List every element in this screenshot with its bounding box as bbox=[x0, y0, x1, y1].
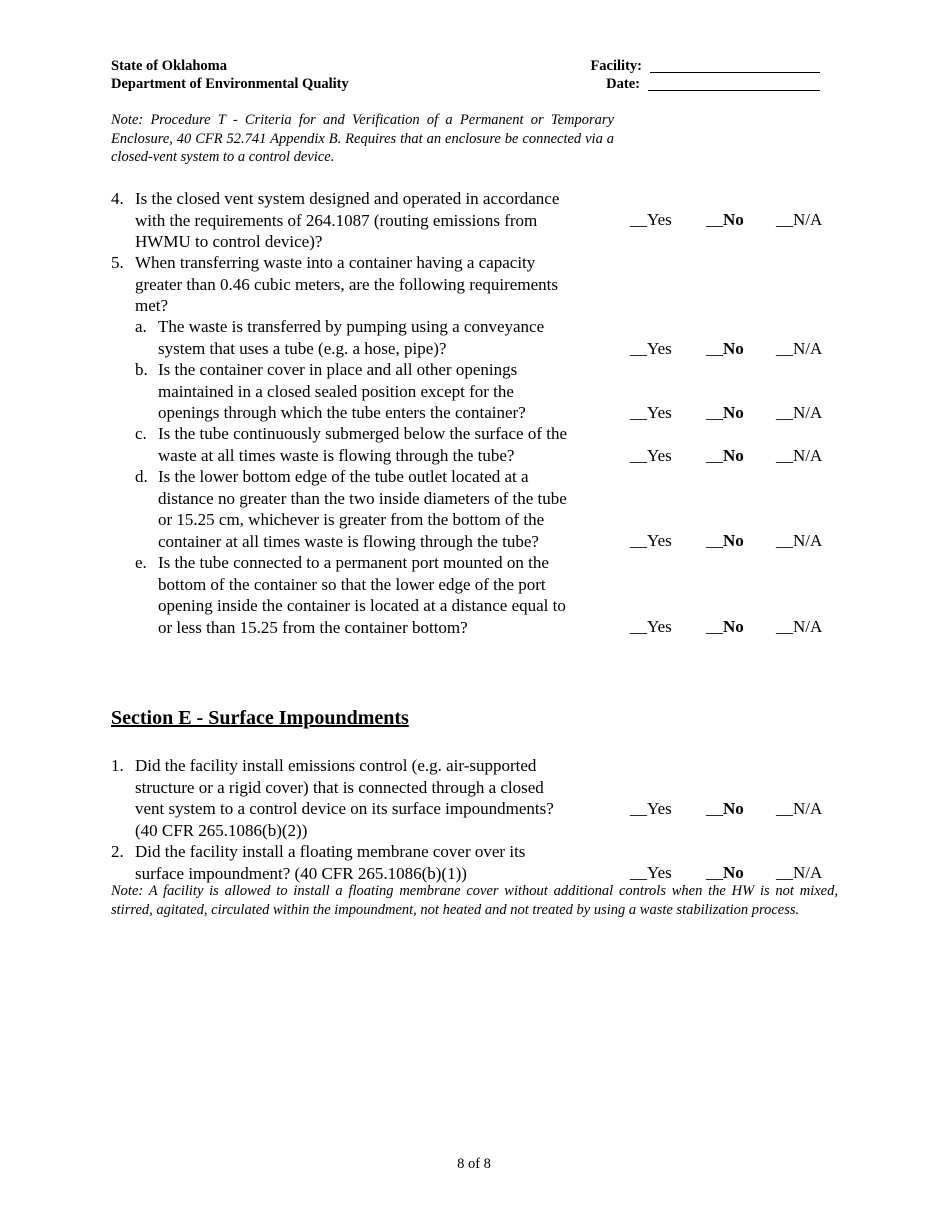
yes-option[interactable]: __Yes bbox=[630, 210, 672, 229]
question-line: container at all times waste is flowing through the tube? bbox=[158, 531, 539, 551]
yes-option[interactable]: __Yes bbox=[630, 617, 672, 636]
question-number: 4. bbox=[111, 189, 124, 208]
na-option[interactable]: __N/A bbox=[776, 210, 823, 229]
no-label: No bbox=[723, 339, 744, 358]
no-label: No bbox=[723, 863, 744, 882]
yes-option[interactable]: __Yes bbox=[630, 446, 672, 465]
question-number: a. bbox=[135, 317, 147, 336]
question-line: met? bbox=[135, 296, 169, 315]
no-option[interactable] bbox=[706, 402, 744, 424]
facility-field[interactable] bbox=[650, 60, 820, 73]
question-5e bbox=[135, 552, 615, 638]
question-number: 5. bbox=[111, 253, 124, 272]
na-option[interactable]: __N/A bbox=[776, 403, 823, 422]
na-option[interactable]: __N/A bbox=[776, 617, 823, 636]
question-line: bottom of the container so that the lower edge of the port bbox=[158, 574, 546, 594]
section-e-title: Section E - Surface Impoundments bbox=[111, 707, 409, 729]
question-line: (40 CFR 265.1086(b)(2)) bbox=[135, 820, 308, 840]
no-label: No bbox=[723, 799, 744, 818]
note-floating-membrane: Note: A facility is allowed to install a floating membrane cover without additional controls when the HW is not mixed, stirred, agitated, circulated within the impoundment, not heated and not treated by using a waste stabilization process. bbox=[111, 883, 838, 918]
question-5a bbox=[135, 316, 615, 359]
no-prefix: __ bbox=[706, 799, 723, 818]
no-label: No bbox=[723, 210, 744, 229]
question-line: greater than 0.46 cubic meters, are the following requirements bbox=[135, 274, 558, 294]
no-prefix: __ bbox=[706, 446, 723, 465]
question-number: d. bbox=[135, 467, 148, 486]
question-line: The waste is transferred by pumping using a conveyance bbox=[158, 317, 545, 336]
na-option[interactable]: __N/A bbox=[776, 446, 823, 465]
no-prefix: __ bbox=[706, 531, 723, 550]
na-option[interactable]: __N/A bbox=[776, 799, 823, 818]
question-line: Is the container cover in place and all other openings bbox=[158, 360, 518, 379]
no-label: No bbox=[723, 531, 744, 550]
question-5c bbox=[135, 423, 615, 466]
question-e2 bbox=[111, 841, 611, 884]
yes-option[interactable]: __Yes bbox=[630, 531, 672, 550]
question-number: c. bbox=[135, 424, 147, 443]
question-number: 1. bbox=[111, 756, 124, 775]
facility-label: Facility: bbox=[590, 58, 642, 74]
question-line: system that uses a tube (e.g. a hose, pipe)? bbox=[158, 338, 447, 358]
no-prefix: __ bbox=[706, 210, 723, 229]
question-number: 2. bbox=[111, 842, 124, 861]
question-line: or less than 15.25 from the container bottom? bbox=[158, 617, 468, 637]
date-field[interactable] bbox=[648, 78, 820, 91]
question-e1 bbox=[111, 755, 611, 841]
no-prefix: __ bbox=[706, 339, 723, 358]
no-option[interactable] bbox=[706, 445, 744, 467]
page-number: 8 of 8 bbox=[457, 1156, 491, 1172]
date-row bbox=[560, 75, 820, 93]
yes-option[interactable]: __Yes bbox=[630, 863, 672, 882]
question-5 bbox=[111, 252, 611, 317]
question-line: Did the facility install a floating membrane cover over its bbox=[135, 842, 526, 861]
no-prefix: __ bbox=[706, 617, 723, 636]
question-4 bbox=[111, 188, 611, 253]
na-option[interactable]: __N/A bbox=[776, 863, 823, 882]
question-line: opening inside the container is located at a distance equal to bbox=[158, 596, 566, 615]
na-option[interactable]: __N/A bbox=[776, 531, 823, 550]
date-label: Date: bbox=[606, 76, 640, 92]
na-option[interactable]: __N/A bbox=[776, 339, 823, 358]
no-label: No bbox=[723, 617, 744, 636]
facility-row bbox=[560, 57, 820, 75]
question-5d bbox=[135, 466, 615, 552]
question-line: or 15.25 cm, whichever is greater from the bottom of the bbox=[158, 510, 545, 529]
no-option[interactable] bbox=[706, 798, 744, 820]
agency-department: Department of Environmental Quality bbox=[111, 76, 349, 92]
question-line: openings through which the tube enters the container? bbox=[158, 403, 526, 422]
question-line: Is the lower bottom edge of the tube outlet located at a bbox=[158, 467, 529, 486]
facility-date-block bbox=[560, 57, 820, 93]
question-line: Is the closed vent system designed and operated in accordance bbox=[135, 189, 560, 208]
agency-state: State of Oklahoma bbox=[111, 58, 227, 74]
question-line: distance no greater than the two inside diameters of the tube bbox=[158, 488, 567, 508]
no-option[interactable] bbox=[706, 338, 744, 360]
question-line: maintained in a closed sealed position except for the bbox=[158, 381, 514, 401]
agency-header bbox=[111, 57, 349, 93]
no-option[interactable] bbox=[706, 616, 744, 638]
no-option[interactable] bbox=[706, 862, 744, 884]
question-number: b. bbox=[135, 360, 148, 379]
question-line: Is the tube continuously submerged below the surface of the bbox=[158, 424, 567, 443]
yes-option[interactable]: __Yes bbox=[630, 403, 672, 422]
question-5b bbox=[135, 359, 615, 424]
question-line: surface impoundment? (40 CFR 265.1086(b)(1)) bbox=[135, 863, 467, 883]
yes-option[interactable]: __Yes bbox=[630, 799, 672, 818]
question-line: Did the facility install emissions control (e.g. air-supported bbox=[135, 756, 537, 775]
no-label: No bbox=[723, 446, 744, 465]
question-line: Is the tube connected to a permanent port mounted on the bbox=[158, 553, 549, 572]
question-line: vent system to a control device on its surface impoundments? bbox=[135, 799, 554, 818]
question-line: with the requirements of 264.1087 (routing emissions from bbox=[135, 210, 538, 230]
question-line: When transferring waste into a container having a capacity bbox=[135, 253, 536, 272]
question-number: e. bbox=[135, 553, 147, 572]
no-option[interactable] bbox=[706, 209, 744, 231]
note-procedure-t: Note: Procedure T - Criteria for and Verification of a Permanent or Temporary Enclosure, 40 CFR 52.741 Appendix B. Requires that an enclosure be connected via a closed-vent system to a control device. bbox=[111, 112, 614, 165]
no-option[interactable] bbox=[706, 530, 744, 552]
no-prefix: __ bbox=[706, 403, 723, 422]
question-line: HWMU to control device)? bbox=[135, 232, 323, 251]
question-line: structure or a rigid cover) that is connected through a closed bbox=[135, 777, 544, 797]
no-prefix: __ bbox=[706, 863, 723, 882]
no-label: No bbox=[723, 403, 744, 422]
yes-option[interactable]: __Yes bbox=[630, 339, 672, 358]
question-line: waste at all times waste is flowing through the tube? bbox=[158, 445, 515, 465]
